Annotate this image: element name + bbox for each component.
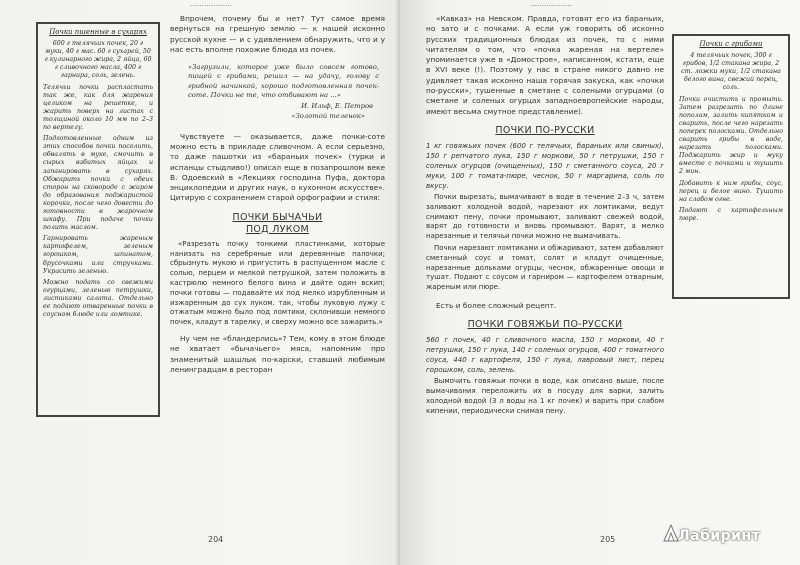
labirint-watermark: Лабиринт	[678, 528, 761, 544]
left-paragraph-2: Чувствуете — оказывается, даже почки-соте можно есть в прикладе сливочном. А если серьезно, то даже пашотки из «бараньих почек» (турки и испанцы стыдливо!) описал еще в позапрошлом веке В. Одоевский в «Лекциях господина Пуфа, доктора энциклопедии и других наук, о кухонном искусстве». Цитирую с сохранением старой орфографии и стиля:	[170, 131, 385, 203]
left-page-number: 204	[208, 535, 224, 544]
left-recipe-title-line2: ПОД ЛУКОМ	[245, 223, 310, 235]
right-recipe1-title: ПОЧКИ ПО-РУССКИ	[495, 124, 595, 136]
right-sidebar-paragraph: Почки очистить и промыть. Затем разрезать по длине пополам, залить кипятком и сварить, после чего нарезать поперек полосками. Отдельно сварить грибы в воде, нарезать полосками. Поджарить жир и муку вместе с почками и тушить 2 мин.	[679, 95, 783, 176]
left-sidebar-paragraph: Гарнировать жареным картофелем, зеленым горошком, шпинатом, брусочками или стручками. Украсить зеленью.	[43, 235, 153, 275]
right-recipe1-step: Почки вырезать, вымачивают в воде в течение 2–3 ч, затем заливают холодной водой, нарезают их ломтиками, ведут снимают пену, почки промывают, заливают свежей водой, варят до готовности и вновь промывают. Варят, а мелко нарезанные и телячьи почки можно не вымачивать.	[426, 192, 664, 241]
left-quote-author: И. Ильф, Е. Петров	[301, 102, 373, 111]
left-sidebar-recipe-box	[36, 22, 160, 417]
right-recipe2-ingredients: 560 г почек, 40 г сливочного масла, 150 г моркови, 40 г петрушки, 150 г лука, 140 г соленых огурцов, 400 г томатного соуса, 440 г картофеля, 150 г лука, лавровый лист, перец горошком, соль, зелень.	[426, 336, 664, 375]
left-paragraph-3: Ну чем не «бландерлись»? Тем, кому в этом блюде не хватает «бычачьего» мяса, напомним про знаменитый шашлык по-карски, ставший любимым ленинградцам в ресторан	[170, 333, 385, 374]
right-sidebar-paragraph: Подают с картофельным пюре.	[679, 206, 783, 222]
left-recipe-title-line1: ПОЧКИ БЫЧАЧЬИ	[232, 211, 323, 223]
right-running-header: ………………	[530, 0, 572, 8]
left-quote-source: «Золотой теленок»	[291, 112, 365, 121]
left-running-header: ………………	[190, 0, 232, 8]
right-recipe2-step: Вымочить говяжьи почки в воде, как описано выше, после вымачивания переложить их в посуду для варки, залить холодной водой (3 л воды на 1 кг почек) и варить при слабом кипении, периодически снимая пену.	[426, 377, 664, 415]
left-sidebar-paragraph: Подготовленные одним из этих способов почки посолить, обвалять в муке, смочить в сырых взбитых яйцах и запанировать в сухарях. Обжарить почки с обеих сторон на сковороде с жиром до образования поджаристой корочки, после чего довести до готовности в жарочном шкафу. При подаче почки полить маслом.	[43, 135, 153, 232]
right-recipe1-steps	[426, 193, 664, 293]
left-recipe-text	[170, 240, 385, 328]
right-recipe2-title: ПОЧКИ ГОВЯЖЬИ ПО-РУССКИ	[467, 319, 623, 331]
right-recipe1-ingredients: 1 кг говяжьих почек (600 г телячьих, бараньих или свиных), 150 г репчатого лука, 150 г моркови, 50 г петрушки, 150 г соленых огурцов (очищенных), 150 г сметанного соуса, 20 г муки, 100 г томата-пюре, чеснок, 50 г маргарина, соль по вкусу.	[426, 141, 664, 190]
right-sidebar-ingredients: 4 телячьих почек, 300 г грибов, 1/2 стакана жира, 2 ст. ложки муки, 1/2 стакана белого вина, свежий перец, соль.	[681, 52, 781, 92]
right-recipe1-step: Почки нарезают ломтиками и обжаривают, затем добавляют сметанный соус и томат, солят и кладут очищенные, нарезанные дольками огурцы, чеснок, обжаренные овощи и тушат. Подают с соусом и гарниром — картофелем отварным, жареным или пюре.	[426, 243, 664, 292]
left-sidebar-paragraph: Можно подать со свежими огурцами, зеленью петрушки, листиками салата. Отдельно ее подают отваренные почки в соусном блюде или ломтике.	[43, 278, 153, 319]
right-note: Есть и более сложный рецепт.	[436, 300, 557, 310]
left-sidebar-title: Почки пшенные в сухарях	[49, 28, 147, 36]
right-page	[400, 0, 800, 565]
left-sidebar-paragraph: Телячьи почки распластать так же, как для жарения целиком на решетке, и жарить поверх на листах с толщиной около 10 мм по 2–3 по вертелу.	[43, 83, 153, 132]
right-sidebar-paragraph: Добавить к ним грибы, соус, перец и белое вино. Тушить на слабом огне.	[679, 179, 783, 203]
left-epigraph-quote: «Загрузили, которое уже было совсем готово, пищей с грибами, решил — на удачу, голову с грибной начинкой, хорошо подготовленная почек-соте. Почки не те, что отбивают на ...»	[188, 63, 379, 100]
right-paragraph-1: «Кавказ» на Невском. Правда, готовят его из бараньих, но зато и с почками. А если уж говорить об исконно русских традиционных блюдах из почек, то с ними читателям о том, что «почка жареная на вертеле» упоминается уже в «Домострое», написанном, кстати, еще в XVI веке (!). Поэтому у нас в стране никого давно не удивляет такая исконно наша горячая закуска, как «почки по-русски», тушенные в сметане с солеными огурцами (о сметане и соленых огурцах западноевропейские народы, имеют весьма смутное представление).	[426, 14, 664, 116]
right-recipe2-steps	[426, 377, 664, 416]
left-paragraph-1: Впрочем, почему бы и нет? Тут самое время вернуться на грешную землю — к нашей исконно русской кухне — и с удивлением обнаружить, что и у нас есть вполне похожие блюда из почек.	[170, 14, 385, 54]
left-main-column	[170, 14, 385, 379]
left-sidebar-ingredients: 600 г телячьих почек, 20 г муки, 40 г мас. 60 г сухарей, 50 г кулинарного жира, 2 яйца, 60 г сливочного масла, 400 г гарнира, соль, зелень.	[44, 40, 152, 80]
right-main-column	[426, 14, 664, 418]
right-page-number: 205	[600, 535, 616, 544]
right-sidebar-title: Почки с грибами	[699, 40, 763, 48]
right-sidebar-recipe-box	[672, 34, 790, 299]
left-recipe-body: «Разрезать почку тонкими пластинками, которые нанизать на серебряные или деревянные палочки; сбрызнуть мукою и пригустить в распущенном масле с солью, перцем и мелкой петрушкой, затем положить в кастрюлю немного белого вина и дайте один вскип; почки готовы — подавайте их под мелко изрубленным и изжаренным до сух луком. так, чтобы луковую лужу с отжатым можно было под ломтики, склонивши немного почек, кладут в тарелку, и сверху можно все зажарить.»	[170, 239, 385, 327]
